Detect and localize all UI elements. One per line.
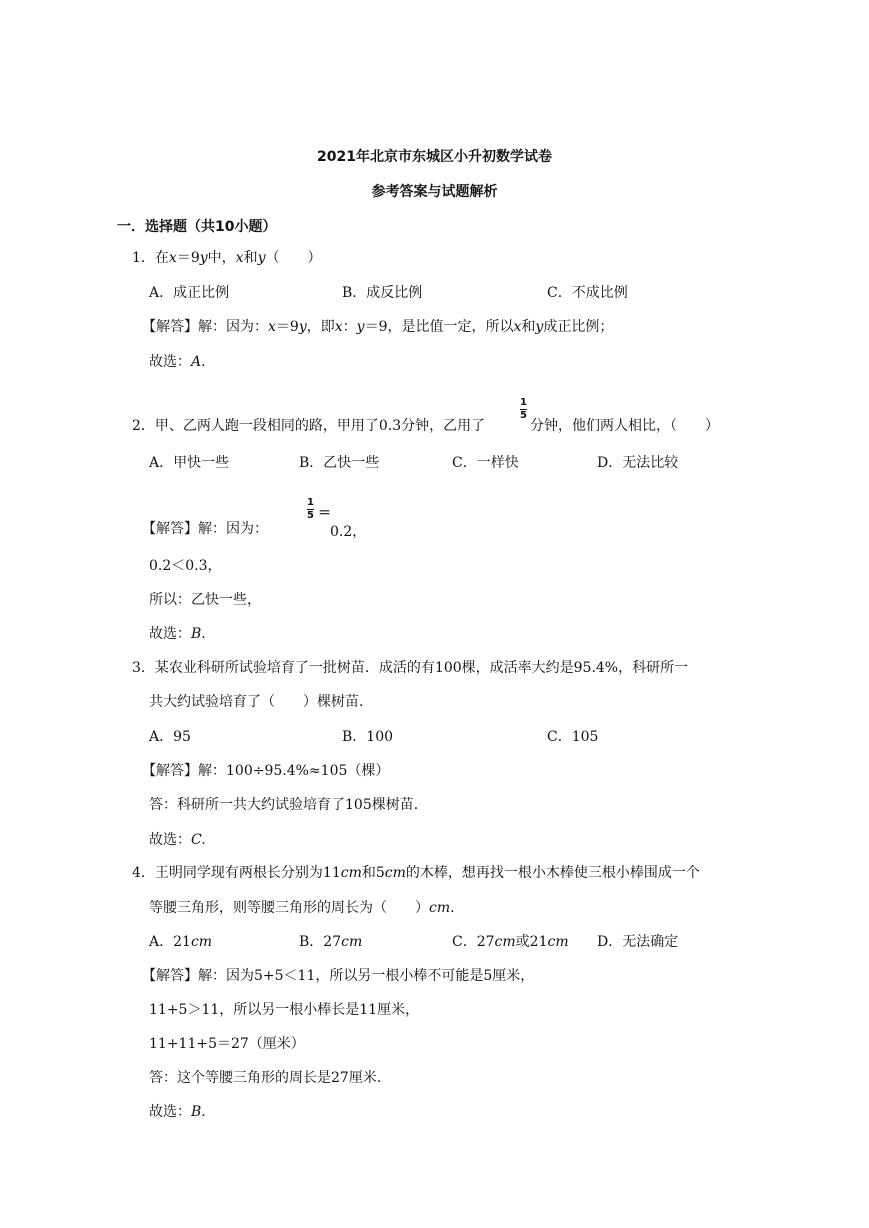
q4-option-d: D．无法确定 — [597, 934, 679, 950]
q2-solution-fraction: 1 5 — [307, 497, 314, 521]
question-1-stem: 1．在x＝9y中，x和y（ ） — [132, 250, 322, 266]
q2-solution-prefix: 【解答】解：因为： — [142, 521, 268, 537]
question-2-stem-part2: 分钟，他们两人相比，（ ） — [530, 418, 719, 434]
q4-solution-line1: 【解答】解：因为5+5＜11，所以另一根小棒不可能是5厘米， — [142, 968, 535, 984]
q1-option-a: A．成正比例 — [149, 285, 230, 301]
q3-option-c: C．105 — [547, 729, 599, 745]
question-4-stem-line1: 4．王明同学现有两根长分别为11cm和5cm的木棒，想再找一根小木棒使三根小棒围成一个 — [132, 865, 700, 881]
document-title: 2021年北京市东城区小升初数学试卷 — [317, 149, 552, 165]
q2-solution-line3: 所以：乙快一些， — [149, 592, 261, 608]
q2-solution-equals: ＝ — [318, 506, 332, 521]
q4-option-a: A．21cm — [149, 934, 213, 950]
q2-answer: 故选：B. — [149, 626, 206, 642]
question-3-stem-line2: 共大约试验培育了（ ）棵树苗． — [149, 694, 373, 710]
q3-option-b: B．100 — [342, 729, 394, 745]
q4-solution-line4: 答：这个等腰三角形的周长是27厘米． — [149, 1070, 391, 1086]
q2-fraction: 1 5 — [520, 397, 527, 421]
q1-answer: 故选：A. — [149, 354, 206, 370]
q2-option-d: D．无法比较 — [597, 455, 679, 471]
section-heading: 一．选择题（共10小题） — [117, 219, 277, 235]
q2-solution-value: 0.2， — [330, 524, 367, 540]
q3-answer: 故选：C. — [149, 832, 206, 848]
question-3-stem-line1: 3．某农业科研所试验培育了一批树苗．成活的有100棵，成活率大约是95.4%，科研所一 — [132, 660, 689, 676]
q2-option-a: A．甲快一些 — [149, 455, 230, 471]
q4-option-b: B．27cm — [299, 934, 363, 950]
q3-solution-line2: 答：科研所一共大约试验培育了105棵树苗． — [149, 797, 428, 813]
q1-solution: 【解答】解：因为：x＝9y，即x：y＝9，是比值一定，所以x和y成正比例； — [142, 319, 614, 335]
q2-option-b: B．乙快一些 — [299, 455, 380, 471]
q2-solution-line2: 0.2＜0.3， — [149, 558, 222, 574]
q4-solution-line3: 11+11+5＝27（厘米） — [149, 1036, 305, 1052]
question-2-stem-part1: 2．甲、乙两人跑一段相同的路，甲用了0.3分钟，乙用了 — [132, 418, 486, 434]
document-subtitle: 参考答案与试题解析 — [371, 184, 498, 200]
q1-option-b: B．成反比例 — [342, 285, 423, 301]
q3-option-a: A．95 — [149, 729, 191, 745]
q1-option-c: C．不成比例 — [547, 285, 628, 301]
question-4-stem-line2: 等腰三角形，则等腰三角形的周长为（ ）cm. — [149, 900, 455, 916]
q2-option-c: C．一样快 — [452, 455, 519, 471]
q4-answer: 故选：B. — [149, 1104, 206, 1120]
q4-solution-line2: 11+5＞11，所以另一根小棒长是11厘米， — [149, 1002, 420, 1018]
q3-solution-line1: 【解答】解：100÷95.4%≈105（棵） — [142, 763, 390, 779]
q4-option-c: C．27cm或21cm — [452, 934, 569, 950]
